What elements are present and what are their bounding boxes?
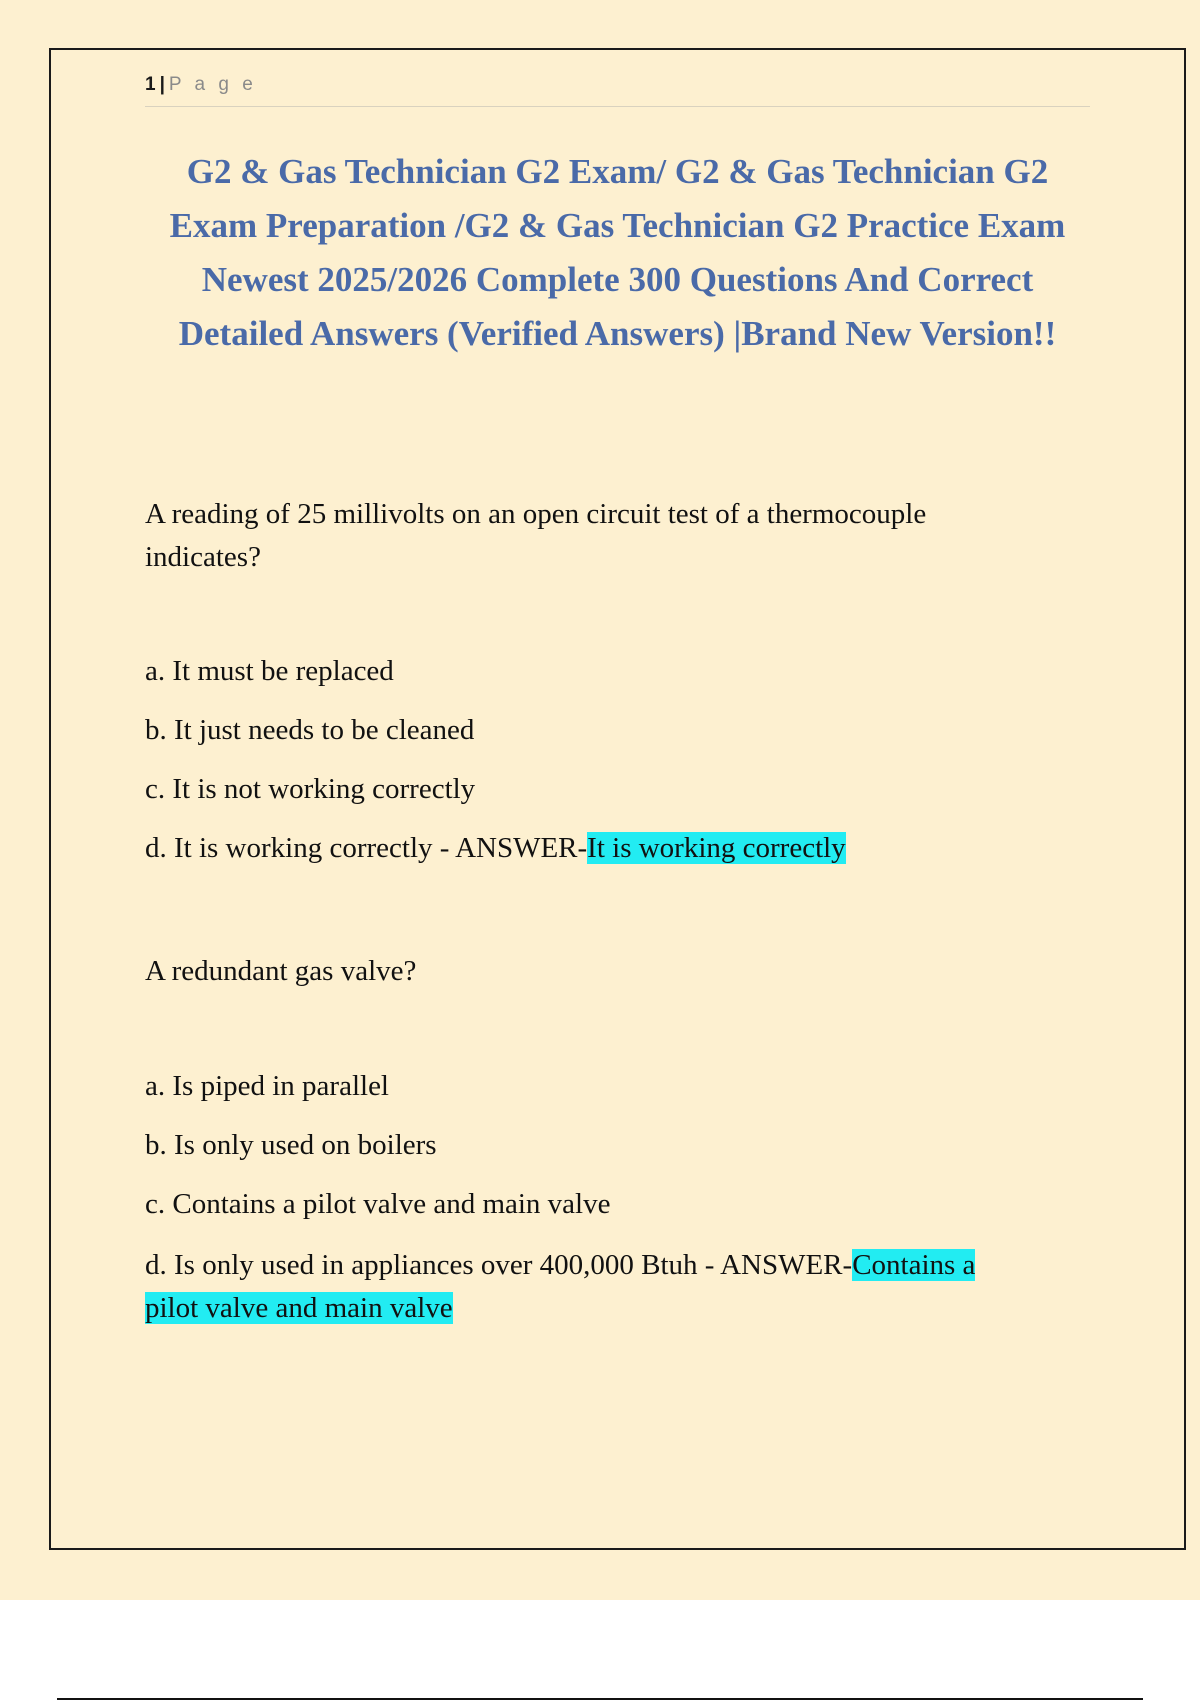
question-1-text: [145, 493, 1090, 579]
question-2-text: [145, 950, 1090, 993]
question-2-option-d: [145, 1249, 975, 1282]
title-line: Detailed Answers (Verified Answers) |Brand New Version!!: [178, 314, 1057, 353]
title-line: G2 & Gas Technician G2 Exam/ G2 & Gas Technician G2: [186, 152, 1049, 191]
question-2-option-c: c. Contains a pilot valve and main valve: [145, 1188, 611, 1220]
question-line: A redundant gas valve?: [145, 955, 417, 987]
question-2-option-a: a. Is piped in parallel: [145, 1070, 389, 1102]
option-d-text: d. It is working correctly - ANSWER-: [145, 832, 588, 864]
option-d-text: d. Is only used in appliances over 400,000 Btuh - ANSWER-: [145, 1249, 853, 1281]
question-line: indicates?: [145, 541, 261, 573]
document-title: [145, 145, 1090, 361]
title-line: Newest 2025/2026 Complete 300 Questions And Correct: [201, 260, 1034, 299]
question-1-option-c: c. It is not working correctly: [145, 773, 476, 805]
page-number: 1: [145, 74, 156, 95]
question-2-option-b: b. Is only used on boilers: [145, 1129, 437, 1161]
page-header: [145, 74, 1090, 107]
title-line: Exam Preparation /G2 & Gas Technician G2 Practice Exam: [169, 206, 1066, 245]
question-line: A reading of 25 millivolts on an open circuit test of a thermocouple: [145, 498, 927, 530]
answer-highlight: It is working correctly: [587, 832, 846, 864]
question-1-option-a: a. It must be replaced: [145, 655, 394, 687]
question-1-option-b: b. It just needs to be cleaned: [145, 714, 475, 746]
page-separator: |: [159, 74, 165, 95]
page-label: P a g e: [168, 74, 257, 95]
question-1-option-d: [145, 832, 846, 865]
question-2-answer-continued: [145, 1292, 453, 1325]
answer-highlight: Contains a: [852, 1249, 976, 1281]
answer-highlight: pilot valve and main valve: [145, 1292, 453, 1324]
